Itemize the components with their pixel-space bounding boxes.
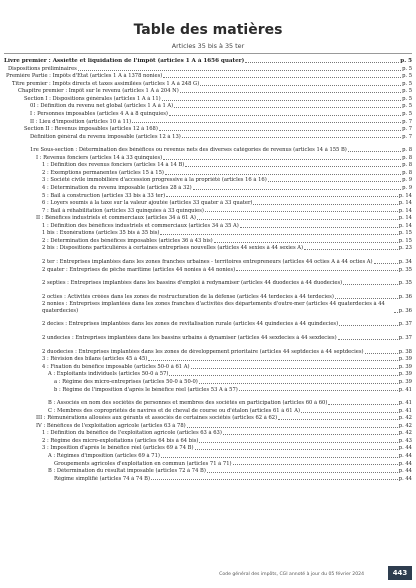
dot-leader — [148, 360, 397, 361]
dot-leader — [193, 189, 401, 190]
toc-entry[interactable] — [4, 207, 412, 215]
toc-entry[interactable] — [4, 87, 412, 95]
toc-entry[interactable] — [4, 393, 412, 407]
dot-leader — [304, 249, 398, 250]
toc-entry-page: p. 7 — [402, 126, 412, 133]
toc-entry-title: Groupements agricoles d'exploitation en commun (articles 71 à 71) — [54, 460, 232, 467]
dot-leader — [169, 375, 397, 376]
toc-entry[interactable] — [4, 65, 412, 73]
toc-entry[interactable] — [4, 95, 412, 103]
toc-entry-title: III : Rémunérations allouées aux gérants et associés de certaines sociétés (articles 62 à 62) — [36, 415, 278, 422]
toc-entry[interactable] — [4, 102, 412, 110]
toc-entry-page: p. 44 — [398, 475, 412, 482]
dot-leader — [169, 115, 401, 116]
dot-leader — [78, 70, 401, 71]
toc-entry[interactable] — [4, 176, 412, 184]
toc-entry-page: p. 35 — [398, 266, 412, 273]
toc-entry-title: 1 bis : Exonérations (articles 35 bis à 35 bis) — [42, 230, 160, 237]
toc-entry[interactable] — [4, 199, 412, 207]
toc-entry-page: p. 5 — [402, 80, 412, 87]
toc-entry[interactable] — [4, 467, 412, 475]
toc-entry-title: Section II : Revenus imposables (articles 12 à 168) — [24, 126, 158, 133]
toc-entry-title: 3 : Société civile immobilière d'accession progressive à la propriété (articles 16 à 16) — [42, 177, 267, 184]
toc-entry-title: 2 : Exemptions permanentes (articles 15 à 15) — [42, 169, 164, 176]
toc-entry[interactable] — [4, 341, 412, 355]
toc-entry-page: p. 44 — [398, 468, 412, 475]
dot-leader — [205, 211, 398, 212]
toc-entry[interactable] — [4, 459, 412, 467]
toc-entry[interactable] — [4, 110, 412, 118]
dot-leader — [374, 263, 398, 264]
dot-leader — [180, 92, 401, 93]
toc-entry-title: I : Personnes imposables (articles 4 A à 8 quinquies) — [30, 110, 168, 117]
toc-entry[interactable] — [4, 355, 412, 363]
toc-entry-title: I : Revenus fonciers (articles 14 à 33 quinquies) — [36, 154, 163, 161]
toc-entry[interactable] — [4, 452, 412, 460]
toc-entry[interactable] — [4, 273, 412, 287]
toc-entry[interactable] — [4, 252, 412, 266]
toc-entry-page: p. 5 — [402, 88, 412, 95]
toc-entry-title: 1re Sous-section : Détermination des bénéfices ou revenus nets des diverses catégories de revenus (articles 14 à 155 B) — [30, 147, 347, 154]
toc-entry-page: p. 34 — [398, 259, 412, 266]
toc-entry-title: 4 : Fixation du bénéfice imposable (articles 50-0 à 61 A) — [42, 363, 190, 370]
dot-leader — [187, 427, 398, 428]
dot-leader — [185, 166, 401, 167]
toc-entry-page: p. 41 — [398, 386, 412, 393]
toc-entry-page: p. 42 — [398, 415, 412, 422]
toc-entry-title: 2 nonies : Entreprises implantées dans les zones franches d'activités des départements d'outre-mer (articles 44 quaterdecies à 44 quaterdecies) — [42, 301, 385, 314]
toc-entry-title: 2 octies : Activités créées dans les zones de restructuration de la défense (articles 44 terdecies à 44 terdecies) — [42, 294, 334, 301]
toc-entry-title: II : Bénéfices industriels et commerciaux (articles 34 à 61 A) — [36, 215, 196, 222]
dot-leader — [199, 442, 397, 443]
toc-entry-page: p. 14 — [398, 192, 412, 199]
dot-leader — [214, 242, 398, 243]
toc-entry-title: 7 : Bail à réhabilitation (articles 33 quinquies à 33 quinquies) — [42, 207, 204, 214]
dot-leader — [197, 219, 398, 220]
toc-entry[interactable] — [4, 237, 412, 245]
toc-entry-page: p. 23 — [398, 245, 412, 252]
toc-entry[interactable] — [4, 444, 412, 452]
toc-entry-title: 2 decies : Entreprises implantées dans les zones de revitalisation rurale (articles 44 quindecies à 44 quindecies) — [42, 321, 339, 328]
toc-entry-page: p. 7 — [402, 133, 412, 140]
toc-entry-page: p. 37 — [398, 335, 412, 342]
dot-leader — [151, 479, 398, 480]
dot-leader — [365, 353, 398, 354]
toc-entry-page: p. 44 — [398, 453, 412, 460]
toc-entry-page: p. 8 — [402, 169, 412, 176]
toc-entry[interactable] — [4, 184, 412, 192]
dot-leader — [239, 390, 398, 391]
toc-entry-page: p. 5 — [402, 110, 412, 117]
dot-leader — [160, 234, 397, 235]
dot-leader — [236, 270, 398, 271]
dot-leader — [159, 130, 401, 131]
toc-entry[interactable] — [4, 475, 412, 483]
dot-leader — [245, 62, 399, 63]
toc-entry-page: p. 38 — [398, 348, 412, 355]
toc-entry-title: 2 quater : Entreprises de pêche maritime (articles 44 nonies à 44 nonies) — [42, 266, 236, 273]
toc-entry-page: p. 14 — [398, 207, 412, 214]
toc-entry[interactable] — [4, 385, 412, 393]
toc-entry[interactable] — [4, 214, 412, 222]
toc-entry-page: p. 35 — [398, 280, 412, 287]
toc-entry-page: p. 14 — [398, 215, 412, 222]
dot-leader — [223, 434, 398, 435]
toc-entry-page: p. 14 — [398, 222, 412, 229]
dot-leader — [240, 227, 398, 228]
toc-entry-page: p. 5 — [400, 58, 412, 65]
toc-entry[interactable] — [4, 117, 412, 125]
toc-entry-title: 2 septies : Entreprises implantées dans les bassins d'emploi à redynamiser (articles 44 duodecies à 44 duodecies) — [42, 280, 343, 287]
toc-entry-title: A : Exploitants individuels (articles 50-0 à 57) — [48, 371, 169, 378]
toc-entry-title: 1 : Définition des revenus fonciers (articles 14 à 14 B) — [42, 162, 185, 169]
toc-entry-title: 2 : Régime des micro-exploitations (articles 64 bis à 64 bis) — [42, 437, 199, 444]
toc-entry[interactable] — [4, 429, 412, 437]
dot-leader — [253, 204, 397, 205]
toc-entry-page: p. 8 — [402, 154, 412, 161]
toc-entry-title: 2 : Détermination des bénéfices imposables (articles 36 à 43 bis) — [42, 237, 213, 244]
toc-entry-page: p. 43 — [398, 437, 412, 444]
toc-entry[interactable] — [4, 57, 412, 65]
toc-entry[interactable] — [4, 407, 412, 415]
toc-entry-page: p. 9 — [402, 185, 412, 192]
dot-leader — [200, 85, 401, 86]
dot-leader — [348, 151, 401, 152]
toc-entry-page: p. 9 — [402, 177, 412, 184]
toc-entry-title: Première Partie : Impôts d'État (articles 1 A à 1378 nonies) — [6, 73, 163, 80]
toc-entry-page: p. 41 — [398, 407, 412, 414]
toc-entry-page: p. 14 — [398, 200, 412, 207]
dot-leader — [191, 368, 398, 369]
toc-entry-title: 2 bis : Dispositions particulières à certaines entreprises nouvelles (articles 44 sexies à 44 sexies A) — [42, 245, 304, 252]
dot-leader — [162, 100, 401, 101]
toc-entry[interactable] — [4, 437, 412, 445]
dot-leader — [174, 107, 401, 108]
dot-leader — [195, 449, 398, 450]
toc-entry-page: p. 8 — [402, 147, 412, 154]
toc-entry[interactable] — [4, 266, 412, 274]
toc-entry-page: p. 36 — [398, 294, 412, 301]
toc-entry-title: IV : Bénéfices de l'exploitation agricole (articles 63 à 78) — [36, 422, 186, 429]
toc-entry-title: 0I : Définition du revenu net global (articles 1 A à 1 A) — [30, 103, 174, 110]
toc-entry[interactable] — [4, 169, 412, 177]
toc-entry-title: II : Lieu d'imposition (articles 10 à 11) — [30, 118, 132, 125]
toc-entry[interactable] — [4, 370, 412, 378]
toc-entry[interactable] — [4, 328, 412, 342]
page-number: 443 — [388, 566, 412, 580]
toc-entry-page: p. 39 — [398, 363, 412, 370]
toc-entry-title: 2 undecies : Entreprises implantées dans les bassins urbains à dynamiser (articles 44 sexdecies à 44 sexdecies) — [42, 335, 337, 342]
toc-entry-page: p. 39 — [398, 371, 412, 378]
toc-entry-page: p. 39 — [398, 356, 412, 363]
toc-entry-page: p. 5 — [402, 65, 412, 72]
toc-entry[interactable] — [4, 140, 412, 154]
toc-entry-title: B : Associés en nom des sociétés de personnes et membres des sociétés en participation (articles 60 à 60) — [48, 400, 328, 407]
toc-entry[interactable] — [4, 314, 412, 328]
toc-entry-page: p. 42 — [398, 422, 412, 429]
toc-entry-title: 2 duodecies : Entreprises implantées dans les zones de développement prioritaire (articles 44 septdecies à 44 septdecies) — [42, 348, 364, 355]
toc-entry-title: A : Régimes d'imposition (articles 69 à 71) — [48, 453, 160, 460]
toc-entry-title: Livre premier : Assiette et liquidation de l'impôt (articles 1 A à 1656 quater) — [4, 58, 245, 65]
toc-entry[interactable] — [4, 125, 412, 133]
toc-entry-title: 5 : Bail à construction (articles 33 bis à 33 ter) — [42, 192, 166, 199]
toc-entry-page: p. 5 — [402, 103, 412, 110]
toc-entry-title: 1 : Définition des bénéfices industriels et commerciaux (articles 34 à 35 A) — [42, 222, 239, 229]
toc-entry-title: a : Régime des micro-entreprises (articles 50-0 à 50-0) — [54, 378, 198, 385]
toc-entry[interactable] — [4, 300, 412, 314]
toc-entry[interactable] — [4, 132, 412, 140]
toc-entry-page: p. 7 — [402, 118, 412, 125]
toc-entry-title: C : Membres des copropriétés de navires et de cheval de course ou d'étalon (articles 61 à 61 A) — [48, 407, 301, 414]
toc-entry-page: p. 44 — [398, 460, 412, 467]
toc-entry-title: Régime simplifié (articles 74 à 74 B) — [54, 475, 151, 482]
toc-entry-page: p. 5 — [402, 73, 412, 80]
toc-entry-title: Chapitre premier : Impôt sur le revenu (articles 1 A à 204 N) — [18, 88, 179, 95]
dot-leader — [233, 464, 398, 465]
toc-entry[interactable] — [4, 378, 412, 386]
dot-leader — [335, 298, 398, 299]
toc-entry-title: 4 : Détermination du revenu imposable (articles 28 à 32) — [42, 185, 192, 192]
dot-leader — [163, 77, 401, 78]
toc-entry-page: p. 15 — [398, 237, 412, 244]
table-of-contents — [4, 57, 412, 482]
dot-leader — [278, 419, 398, 420]
toc-entry-title: 1 : Définition du bénéfice de l'exploitation agricole (articles 63 à 63) — [42, 430, 222, 437]
dot-leader — [338, 339, 398, 340]
page-title: Table des matières — [133, 22, 283, 38]
toc-entry-page: p. 8 — [402, 162, 412, 169]
toc-entry-page: p. 15 — [398, 230, 412, 237]
toc-entry-page: p. 44 — [398, 445, 412, 452]
toc-entry[interactable] — [4, 80, 412, 88]
dot-leader — [161, 457, 398, 458]
dot-leader — [199, 383, 398, 384]
dot-leader — [166, 196, 398, 197]
toc-entry-title: Titre premier : Impôts directs et taxes assimilées (articles 1 A à 248 G) — [12, 80, 200, 87]
toc-entry[interactable] — [4, 363, 412, 371]
toc-entry[interactable] — [4, 191, 412, 199]
toc-entry[interactable] — [4, 72, 412, 80]
toc-entry-page: p. 41 — [398, 400, 412, 407]
dot-leader — [328, 404, 397, 405]
dot-leader — [182, 137, 401, 138]
dot-leader — [132, 122, 401, 123]
toc-entry[interactable] — [4, 287, 412, 301]
title-divider — [4, 53, 412, 54]
toc-entry-page: p. 5 — [402, 95, 412, 102]
toc-entry-page: p. 42 — [398, 430, 412, 437]
toc-entry-page: p. 36 — [398, 307, 412, 314]
toc-entry-title: Dispositions préliminaires — [8, 65, 77, 72]
footer-text: Code général des impôts, CGI annoté à jour du 05 février 2024 — [219, 572, 364, 577]
toc-entry[interactable] — [4, 414, 412, 422]
dot-leader — [268, 181, 401, 182]
toc-entry-title: 6 : Loyers soumis à la taxe sur la valeur ajoutée (articles 33 quater à 33 quater) — [42, 200, 253, 207]
page-subtitle: Articles 35 bis à 35 ter — [171, 42, 245, 50]
toc-entry[interactable] — [4, 422, 412, 430]
dot-leader — [301, 412, 398, 413]
dot-leader — [207, 472, 398, 473]
toc-entry-page: p. 37 — [398, 321, 412, 328]
dot-leader — [163, 159, 401, 160]
dot-leader — [394, 312, 398, 313]
toc-entry-title: Définition général du revenu imposable (articles 12 à 13) — [30, 133, 181, 140]
toc-entry-page: p. 39 — [398, 378, 412, 385]
toc-entry-title: Section I : Dispositions générales (articles 1 A à 11) — [24, 95, 161, 102]
toc-entry[interactable] — [4, 161, 412, 169]
toc-entry-title: 3 : Imposition d'après le bénéfice réel (articles 69 à 74 B) — [42, 445, 194, 452]
toc-entry[interactable] — [4, 229, 412, 237]
toc-entry-title: 2 ter : Entreprises implantées dans les zones franches urbaines - territoires entrepreneurs (articles 44 octies A à 44 octies A) — [42, 259, 373, 266]
dot-leader — [165, 174, 401, 175]
toc-entry-title: b : Régime de l'imposition d'après le bénéfice réel (articles 53 A à 57) — [54, 386, 238, 393]
dot-leader — [339, 325, 398, 326]
dot-leader — [343, 284, 398, 285]
toc-entry-title: B : Détermination du résultat imposable (articles 72 à 74 B) — [48, 468, 206, 475]
toc-entry[interactable] — [4, 244, 412, 252]
toc-entry[interactable] — [4, 154, 412, 162]
toc-entry[interactable] — [4, 222, 412, 230]
toc-entry-title: 3 : Révision des bilans (articles 45 à 45) — [42, 356, 148, 363]
